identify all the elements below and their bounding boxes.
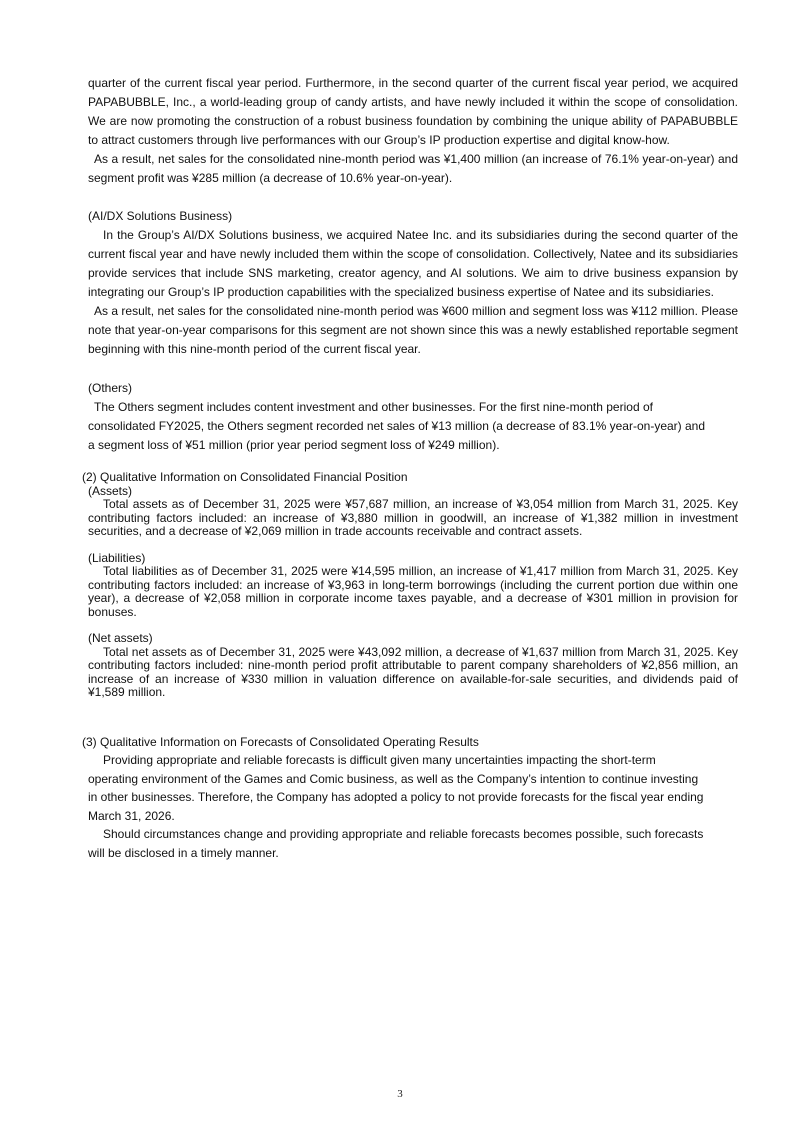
section-others — [88, 379, 738, 455]
section-financial-position — [82, 470, 738, 700]
paragraph-aidx-overview: In the Group’s AI/DX Solutions business, we acquired Natee Inc. and its subsidiaries during the second quarter of the current fiscal year and have newly included them within the scope of consolidation. Collectively, Natee and its subsidiaries provide services that include SNS marketing, creator agency, and AI solutions. We aim to drive business expansion by integrating our Group’s IP production capabilities with the specialized business expertise of Natee and its subsidiaries. — [88, 228, 738, 299]
heading-assets: (Assets) — [88, 483, 133, 498]
heading-others: (Others) — [88, 381, 133, 395]
heading-net-assets: (Net assets) — [88, 631, 153, 645]
page-content — [82, 74, 738, 862]
section-aidx-business — [88, 207, 738, 359]
heading-aidx-business: (AI/DX Solutions Business) — [88, 209, 233, 223]
heading-liabilities: (Liabilities) — [88, 550, 146, 565]
paragraph-assets: Total assets as of December 31, 2025 were ¥57,687 million, an increase of ¥3,054 million from March 31, 2025. Key contributing factors included: an increase of ¥3,880 million in goodwill, an increase of ¥1,382 million in investment securities, and a decrease of ¥2,069 million in trade accounts receivable and contract assets. — [88, 497, 738, 538]
paragraph-forecasts-disclosure: Should circumstances change and providing appropriate and reliable forecasts becomes possible, such forecasts will be disclosed in a timely manner. — [88, 827, 704, 860]
paragraph-aidx-result: As a result, net sales for the consolidated nine-month period was ¥600 million and segment loss was ¥112 million. Please note that year-on-year comparisons for this segment are not shown since this was a newly established reportable segment beginning with this nine-month period of the current fiscal year. — [88, 304, 738, 356]
paragraph-net-assets: Total net assets as of December 31, 2025 were ¥43,092 million, a decrease of ¥1,637 million from March 31, 2025. Key contributing factors included: nine-month period profit attributable to parent company shareholders of ¥2,856 million, an increase of an increase of ¥330 million in valuation difference on available-for-sale securities, and dividends paid of ¥1,589 million. — [88, 644, 738, 699]
heading-financial-position: (2) Qualitative Information on Consolidated Financial Position — [82, 470, 408, 484]
page-number: 3 — [397, 1088, 403, 1100]
paragraph-games-comic-result: As a result, net sales for the consolidated nine-month period was ¥1,400 million (an increase of 76.1% year-on-year) and segment profit was ¥285 million (a decrease of 10.6% year-on-year). — [88, 152, 738, 185]
paragraph-forecasts-policy: Providing appropriate and reliable forecasts is difficult given many uncertainties impacting the short-term operating environment of the Games and Comic business, as well as the Company’s intention to continue investing in other businesses. Therefore, the Company has adopted a policy to not provide forecasts for the fiscal year ending March 31, 2026. — [88, 753, 704, 823]
paragraph-liabilities: Total liabilities as of December 31, 2025 were ¥14,595 million, an increase of ¥1,417 million from March 31, 2025. Key contributing factors included: an increase of ¥3,963 in long-term borrowings (including the current portion due within one year), a decrease of ¥2,058 million in corporate income taxes payable, and a decrease of ¥301 million in provision for bonuses. — [88, 564, 738, 619]
section-forecasts — [82, 733, 738, 863]
section-games-comic — [88, 74, 738, 188]
heading-forecasts: (3) Qualitative Information on Forecasts of Consolidated Operating Results — [82, 734, 479, 749]
paragraph-games-comic-continuation: quarter of the current fiscal year period. Furthermore, in the second quarter of the current fiscal year period, we acquired PAPABUBBLE, Inc., a world-leading group of candy artists, and have newly included it within the scope of consolidation. We are now promoting the construction of a robust business foundation by combining the unique ability of PAPABUBBLE to attract customers through live performances with our Group’s IP production expertise and digital know-how. — [88, 76, 738, 147]
paragraph-others: The Others segment includes content investment and other businesses. For the first nine-month period of consolidated FY2025, the Others segment recorded net sales of ¥13 million (a decrease of 83.1% year-on-year) and a segment loss of ¥51 million (prior year period segment loss of ¥249 million). — [88, 400, 706, 452]
